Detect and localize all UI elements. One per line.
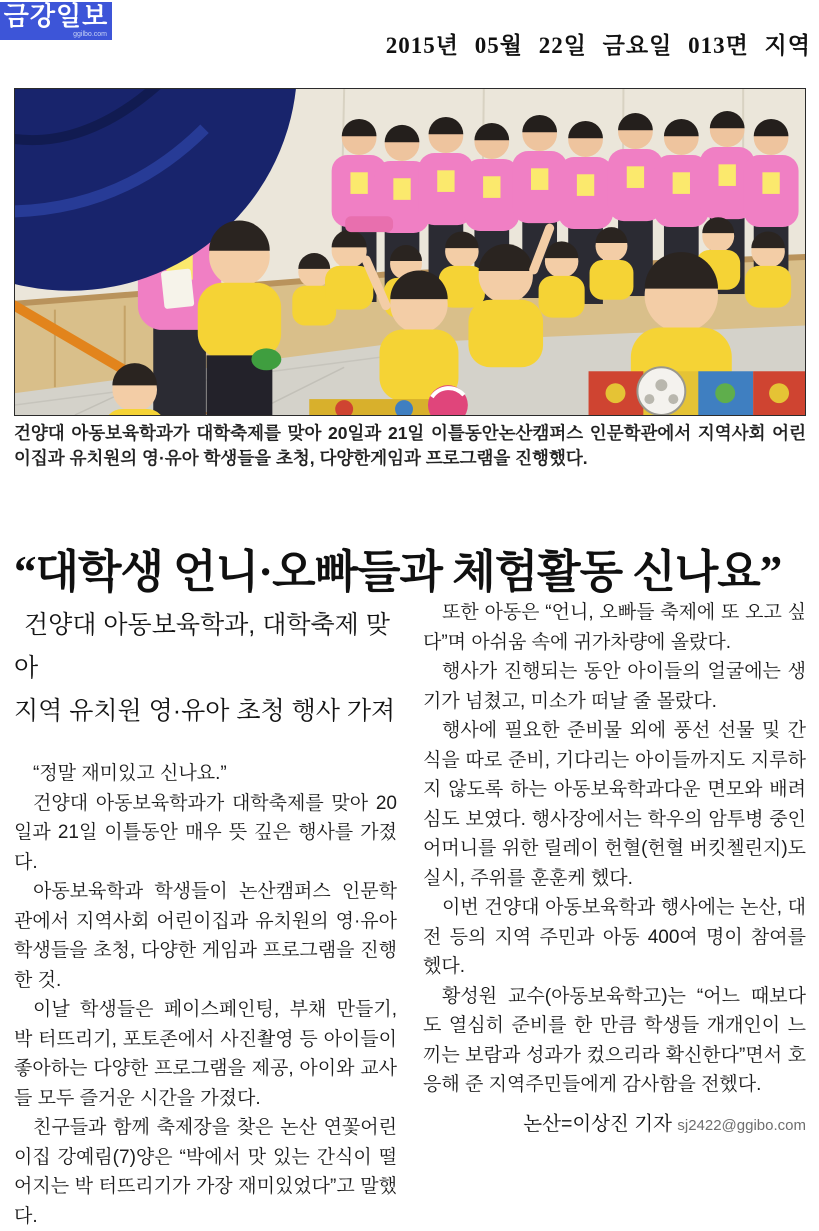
edition-dateline: 2015년 05월 22일 금요일 013면 지역 <box>385 33 811 58</box>
paragraph: 이날 학생들은 페이스페인팅, 부채 만들기, 박 터뜨리기, 포토존에서 사진촬영 등 아이들이 좋아하는 다양한 프로그램을 제공, 아이와 교사들 모두 즐거운 시간을 가졌다. <box>14 999 397 1109</box>
paragraph: 또한 아동은 “언니, 오빠들 축제에 또 오고 싶다”며 아쉬움 속에 귀가차량에 올랐다. <box>423 602 806 653</box>
reporter-name: 논산=이상진 기자 <box>523 1112 672 1135</box>
article-body <box>14 598 806 1231</box>
article-headline: “대학생 언니·오빠들과 체험활동 신나요” <box>14 547 782 598</box>
paragraph: “정말 재미있고 신나요.” <box>33 763 227 784</box>
article-right-column <box>423 598 806 1231</box>
article-photo-illustration <box>15 89 805 415</box>
subtitle-line-1: 건양대 아동보육학과, 대학축제 맞아 <box>14 611 390 682</box>
paragraph: 황성원 교수(아동보육학고)는 “어느 때보다도 열심히 준비를 한 만큼 학생들 개개인이 느끼는 보람과 성과가 컸으리라 확신한다”면서 호응해 준 지역주민들에게 감사함을 전헸다. <box>423 985 806 1095</box>
paragraph: 건양대 아동보육학과가 대학축제를 맞아 20일과 21일 이틀동안 매우 뜻 깊은 행사를 가졌다. <box>14 792 397 873</box>
newspaper-logo <box>0 2 112 40</box>
paragraph: 이번 건양대 아동보육학과 행사에는 논산, 대전 등의 지역 주민과 아동 400여 명이 참여를 헸다. <box>423 897 806 977</box>
article-photo <box>14 88 806 416</box>
reporter-email: sj2422@ggibo.com <box>677 1116 806 1134</box>
subtitle-line-2: 지역 유치원 영·유아 초청 행사 가져 <box>14 697 396 725</box>
paragraph: 행사가 진행되는 동안 아이들의 얼굴에는 생기가 넘쳤고, 미소가 떠날 줄 몰랐다. <box>423 661 806 712</box>
byline <box>423 1108 806 1136</box>
paragraph: 친구들과 함께 축제장을 찾은 논산 연꽃어린이집 강예림(7)양은 “박에서 맛 있는 간식이 떨어지는 박 터뜨리기가 가장 재미있었다”고 말했다. <box>14 1117 397 1227</box>
newspaper-logo-text: 금강일보 <box>3 1 109 31</box>
paragraph: 행사에 필요한 준비물 외에 풍선 선물 및 간식을 따로 준비, 기다리는 아이들까지도 지루하지 않도록 하는 아동보육학과다운 면모와 배려심도 보였다. 행사장에서는 학우의 암투병 중인 어머니를 위한 릴레이 헌혈(헌혈 버킷첼린지)도 실시, 주위를 훈훈케 헸다. <box>423 720 806 889</box>
article-left-column <box>14 598 397 1231</box>
article-subtitle <box>14 604 397 733</box>
newspaper-logo-url: ggilbo.com <box>73 31 107 38</box>
paragraph: 아동보육학과 학생들이 논산캠퍼스 인문학관에서 지역사회 어린이집과 유치원의 영·유아 학생들을 초청, 다양한 게임과 프로그램을 진행한 것. <box>14 881 397 991</box>
photo-caption: 건양대 아동보육학과가 대학축제를 맞아 20일과 21일 이틀동안논산캠퍼스 인문학관에서 지역사회 어린이집과 유치원의 영·유아 학생들을 초청, 다양한게임과 프로그램을 진행했다. <box>14 423 806 468</box>
